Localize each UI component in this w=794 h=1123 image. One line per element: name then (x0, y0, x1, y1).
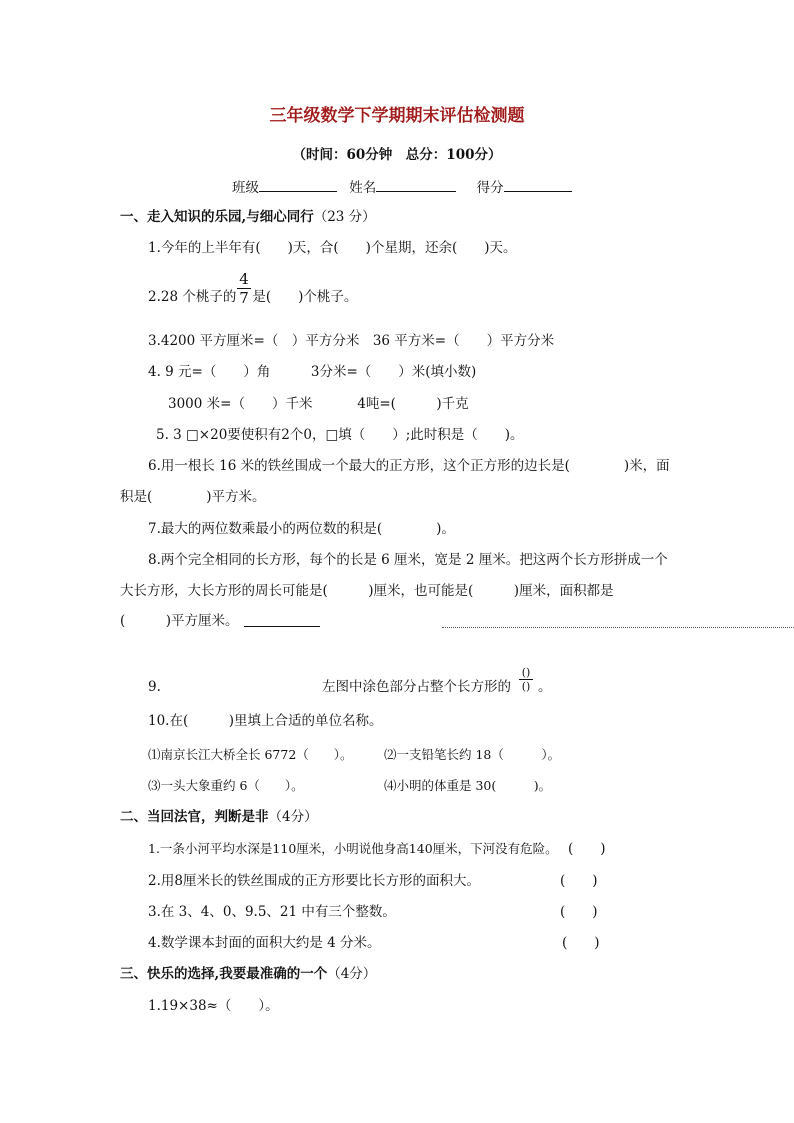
question-1-6a: 6.用一根长 16 米的铁丝围成一个最大的正方形，这个正方形的边长是( )米，面 (148, 458, 670, 474)
judge-answer-4[interactable]: ( ) (562, 935, 600, 951)
section-3-heading (120, 965, 376, 983)
question-1-9-text: 左图中涂色部分占整个长方形的 (322, 679, 511, 695)
q2-prefix: 2.28 个桃子的 (148, 289, 237, 305)
section-2-heading (120, 808, 318, 826)
student-info-row (232, 177, 572, 197)
section-3-title: 三、快乐的选择,我要最准确的一个 (120, 966, 328, 982)
section-1-title: 一、走入知识的乐园,与细心同行 (120, 209, 314, 225)
question-1-8c: ( )平方厘米。 (120, 613, 239, 629)
underline-rule (244, 626, 320, 627)
section-3-points: （4分） (327, 966, 377, 982)
fraction-blank (519, 667, 533, 692)
question-1-7: 7.最大的两位数乘最小的两位数的积是( )。 (148, 521, 455, 537)
question-1-4b: 3000 米=（ ）千米 4吨=( )千克 (168, 396, 469, 412)
section-1-heading (120, 208, 376, 226)
dotted-separator (442, 627, 794, 628)
fraction-four-sevenths (237, 271, 251, 306)
question-1-10-3: ⑶一头大象重约 6（ ）。 (148, 778, 304, 793)
question-1-10-1: ⑴南京长江大桥全长 6772（ ）。 (148, 747, 353, 762)
section-2-title: 二、当回法官，判断是非 (120, 809, 269, 825)
score-field[interactable] (504, 177, 572, 192)
question-1-8a: 8.两个完全相同的长方形，每个的长是 6 厘米，宽是 2 厘米。把这两个长方形拼成一个 (148, 552, 668, 568)
page-title: 三年级数学下学期期末评估检测题 (269, 106, 525, 126)
question-1-10: 10.在( )里填上合适的单位名称。 (148, 713, 383, 729)
judge-answer-1[interactable]: ( ) (568, 841, 606, 857)
class-field[interactable] (259, 177, 337, 192)
judge-question-1: 1.一条小河平均水深是110厘米，小明说他身高140厘米，下河没有危险。 (148, 841, 558, 856)
question-1-5: 5. 3 □×20要使积有2个0，□填（ ）;此时积是（ )。 (156, 427, 524, 443)
question-1-10-2: ⑵一支铅笔长约 18（ ）。 (384, 747, 561, 762)
question-1-8b: 大长方形，大长方形的周长可能是( )厘米，也可能是( )厘米，面积都是 (120, 583, 614, 599)
fraction-denominator: 7 (239, 289, 249, 307)
question-1-6b: 积是( )平方米。 (120, 489, 266, 505)
page-subtitle: （时间：60分钟 总分：100分） (292, 147, 502, 163)
question-1-2 (148, 288, 357, 306)
judge-question-3: 3.在 3、4、0、9.5、21 中有三个整数。 (148, 904, 396, 920)
class-label: 班级 (232, 180, 259, 196)
choice-question-1: 1.19×38≈（ ）。 (148, 998, 279, 1014)
judge-question-2: 2.用8厘米长的铁丝围成的正方形要比长方形的面积大。 (148, 873, 480, 889)
question-1-4a: 4. 9 元=（ ）角 3分米=（ ）米(填小数) (148, 364, 477, 380)
judge-question-4: 4.数学课本封面的面积大约是 4 分米。 (148, 935, 381, 951)
fraction-blank-numerator: () (521, 666, 531, 679)
name-field[interactable] (376, 177, 456, 192)
judge-answer-3[interactable]: ( ) (560, 904, 598, 920)
section-2-points: （4分） (268, 809, 318, 825)
fraction-numerator: 4 (239, 270, 249, 288)
question-1-10-4: ⑷小明的体重是 30( )。 (384, 778, 552, 793)
score-label: 得分 (476, 180, 504, 196)
name-label: 姓名 (349, 180, 377, 196)
question-1-1: 1.今年的上半年有( )天，合( )个星期，还余( )天。 (148, 240, 517, 256)
judge-answer-2[interactable]: ( ) (560, 873, 598, 889)
section-1-points: （23 分） (313, 209, 376, 225)
q2-suffix: 是( )个桃子。 (252, 289, 358, 305)
question-1-3: 3.4200 平方厘米=（ ）平方分米 36 平方米=（ ）平方分米 (148, 333, 555, 349)
question-1-9-end: 。 (538, 679, 552, 695)
question-1-9-number: 9. (148, 679, 161, 695)
fraction-blank-denominator: () (521, 680, 531, 693)
